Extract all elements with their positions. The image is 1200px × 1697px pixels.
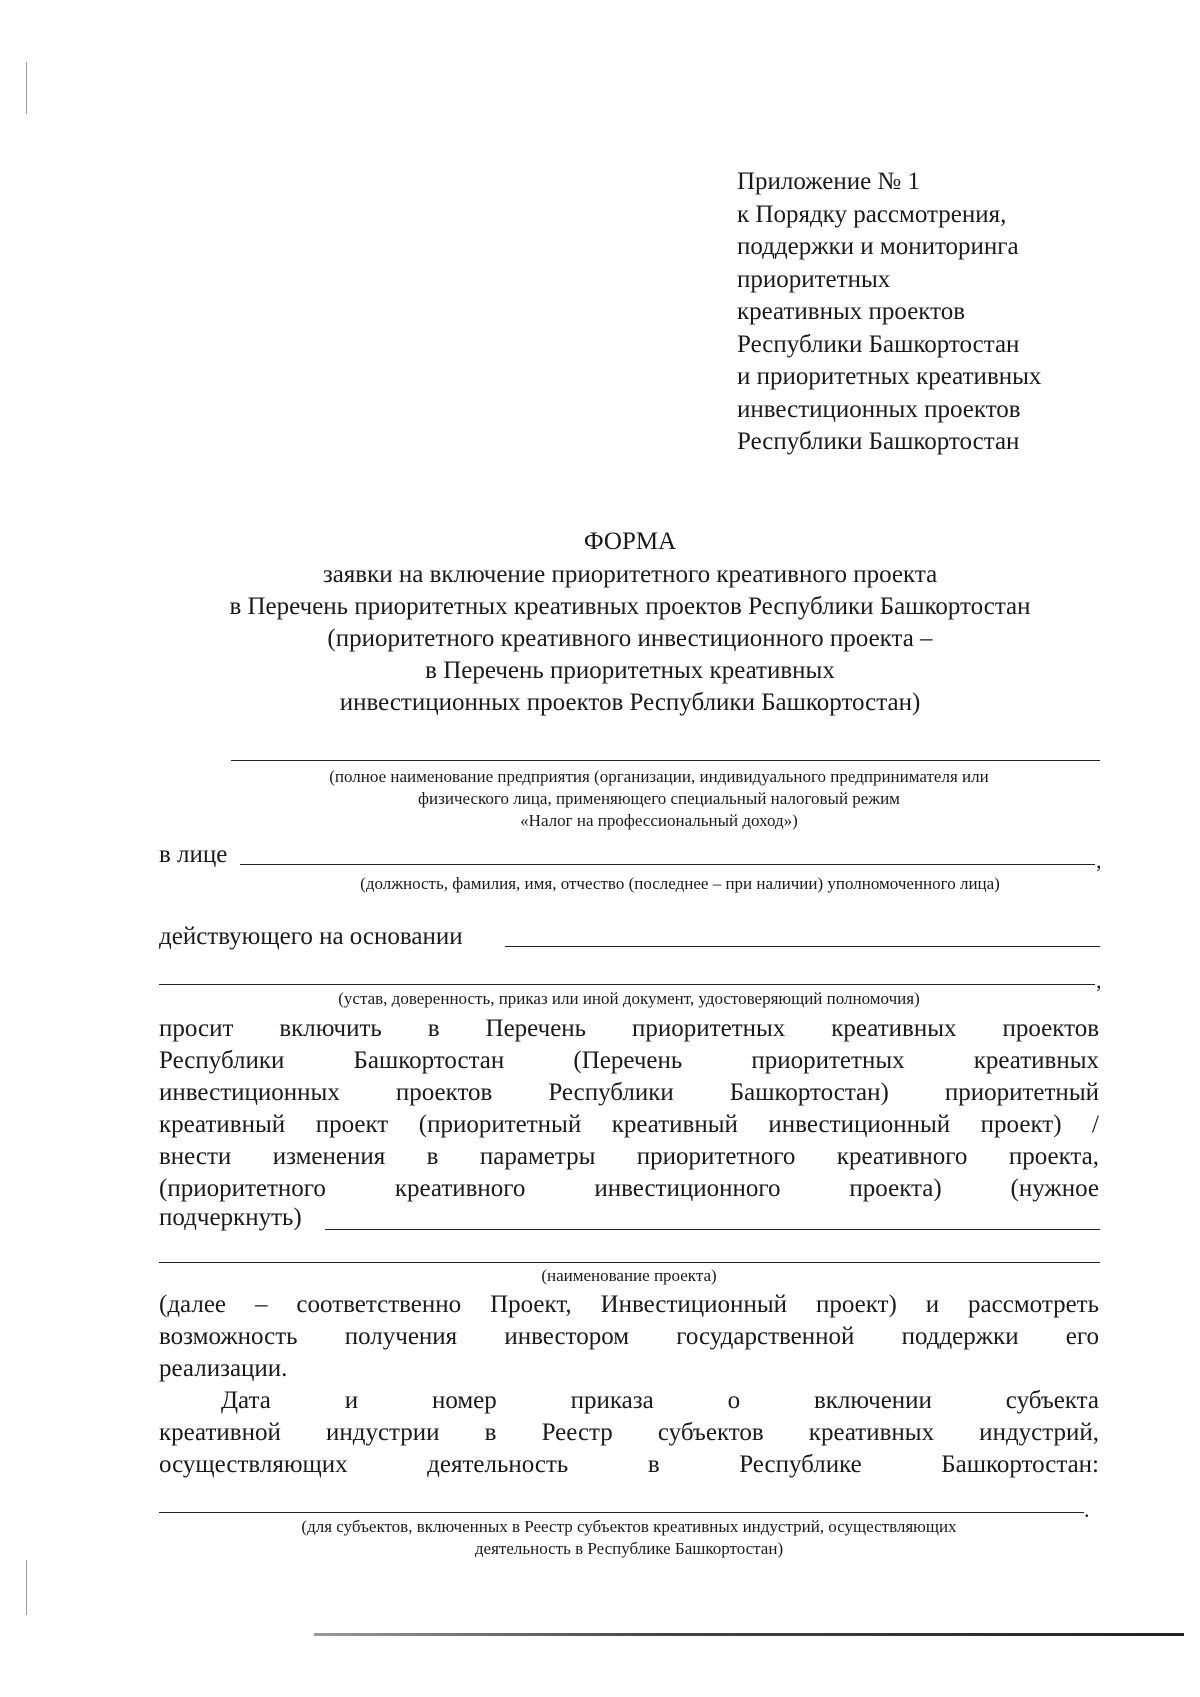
request-text-line: (приоритетного креативного инвестиционного проекта) (нужное [159, 1175, 1099, 1202]
consider-text-line: реализации. [159, 1355, 288, 1382]
basis-hint: (устав, доверенность, приказ или иной документ, удостоверяющий полномочия) [338, 989, 920, 1008]
form-title-line: инвестиционных проектов Республики Башкортостан) [339, 689, 921, 716]
appendix-line: Республики Башкортостан [737, 330, 1020, 358]
request-text-line: внести изменения в параметры приоритетного креативного проекта, [159, 1143, 1099, 1170]
registry-hint: деятельность в Республике Башкортостан) [474, 1539, 784, 1558]
date-text-line: креативной индустрии в Реестр субъектов креативных индустрий, [159, 1419, 1099, 1446]
appendix-line: креативных проектов [737, 298, 966, 325]
registry-hint: (для субъектов, включенных в Реестр субъектов креативных индустрий, осуществляющих [301, 1517, 957, 1536]
appendix-line: Приложение № 1 [737, 168, 921, 195]
appendix-line: и приоритетных креативных [737, 363, 1042, 390]
project-name-hint: (наименование проекта) [541, 1266, 717, 1285]
request-text-line: просит включить в Перечень приоритетных креативных проектов [159, 1015, 1099, 1042]
org-name-hint: «Налог на профессиональный доход») [520, 811, 798, 830]
registry-order-field[interactable] [159, 1512, 1084, 1513]
basis-field-continued[interactable] [159, 984, 1095, 985]
appendix-line: к Порядку рассмотрения, [737, 200, 1007, 228]
basis-field[interactable] [505, 946, 1100, 947]
consider-text-line: возможность получения инвестором государственной поддержки его [159, 1323, 1099, 1350]
scan-edge-mark [26, 1560, 27, 1615]
consider-text-line: (далее – соответственно Проект, Инвестиционный проект) и рассмотреть [159, 1291, 1099, 1318]
appendix-line: поддержки и мониторинга [737, 233, 1019, 260]
date-text-line: осуществляющих деятельность в Республике Башкортостан: [159, 1451, 1099, 1478]
request-text-line: Республики Башкортостан (Перечень приоритетных креативных [159, 1047, 1099, 1074]
footer-separator [314, 1633, 1184, 1636]
org-name-hint: (полное наименование предприятия (организации, индивидуального предпринимателя или [329, 767, 989, 786]
request-text-line: инвестиционных проектов Республики Башкортостан) приоритетный [159, 1079, 1099, 1106]
punctuation-period: . [1084, 1497, 1090, 1522]
project-name-field-continued[interactable] [159, 1262, 1100, 1263]
punctuation-comma: , [1096, 848, 1102, 873]
form-title-line: в Перечень приоритетных креативных проектов Республики Башкортостан [229, 593, 1031, 620]
in-person-label: в лице [159, 841, 228, 868]
org-name-hint: физического лица, применяющего специальный налоговый режим [418, 789, 900, 808]
appendix-line: инвестиционных проектов [737, 395, 1021, 423]
punctuation-comma: , [1096, 968, 1102, 993]
appendix-line: Республики Башкортостан [737, 428, 1020, 455]
scan-edge-mark [26, 62, 27, 114]
representative-hint: (должность, фамилия, имя, отчество (последнее – при наличии) уполномоченного лица) [360, 874, 1000, 893]
form-title-line: в Перечень приоритетных креативных [425, 657, 835, 684]
request-text-line: креативный проект (приоритетный креативный инвестиционный проект) / [159, 1111, 1099, 1138]
form-title-line: (приоритетного креативного инвестиционного проекта – [327, 625, 933, 652]
project-name-field[interactable] [325, 1229, 1100, 1230]
date-text-line: Дата и номер приказа о включении субъекта [221, 1387, 1099, 1414]
underline-needed-label: подчеркнуть) [159, 1204, 302, 1231]
appendix-line: приоритетных [737, 265, 891, 293]
form-heading: ФОРМА [583, 528, 677, 555]
org-name-field[interactable] [231, 760, 1100, 761]
form-title-line: заявки на включение приоритетного креативного проекта [322, 561, 938, 588]
appendix-reference [737, 166, 1137, 459]
basis-label: действующего на основании [159, 923, 463, 950]
representative-field[interactable] [240, 864, 1095, 865]
